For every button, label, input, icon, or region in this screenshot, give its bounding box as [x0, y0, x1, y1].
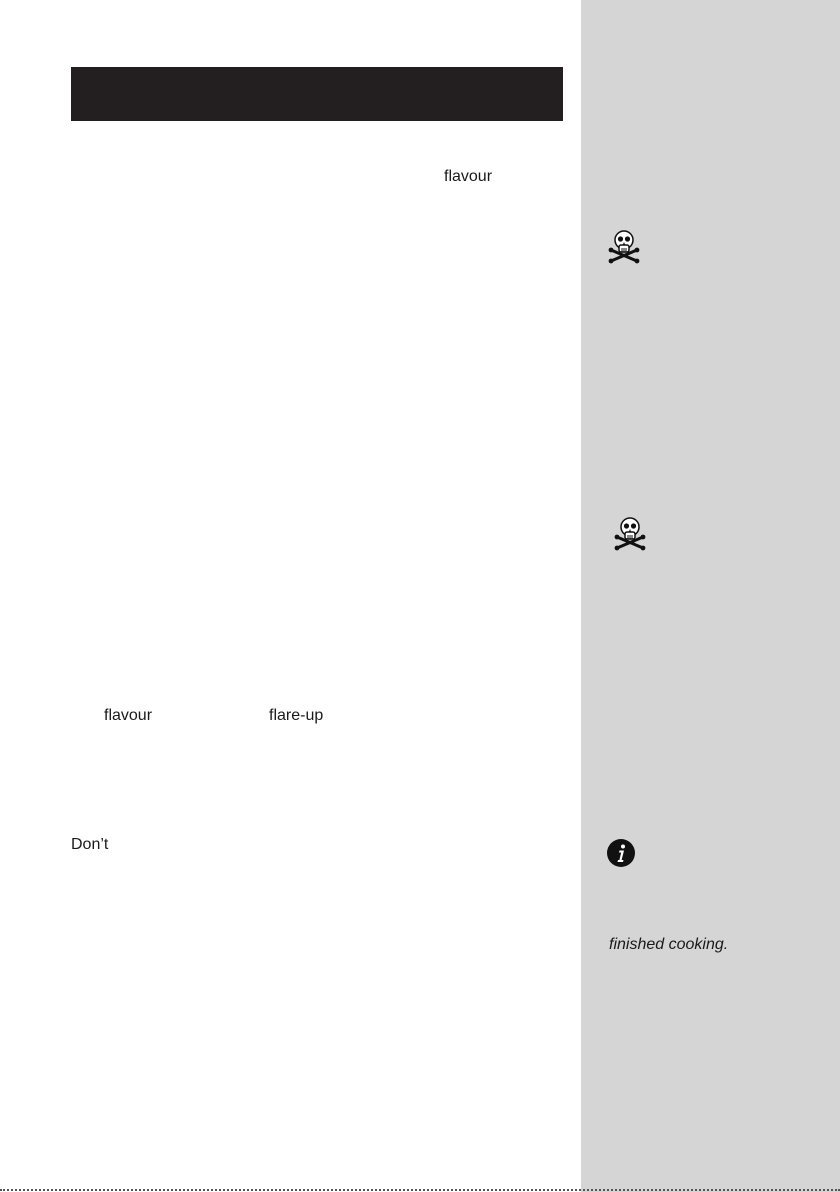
section-header-bar: [71, 67, 563, 121]
body-word-dont: Don’t: [71, 836, 109, 853]
page-bottom-rule: [0, 1189, 840, 1191]
sidebar-panel: [581, 0, 840, 1192]
body-word-flavour: flavour: [444, 168, 493, 185]
info-icon: [606, 838, 636, 868]
body-word-flavour-2: flavour: [104, 707, 153, 724]
skull-crossbones-icon: [612, 515, 648, 551]
body-word-flare-up: flare-up: [269, 707, 324, 724]
skull-crossbones-icon: [606, 228, 642, 264]
info-note-text: finished cooking.: [609, 936, 729, 953]
